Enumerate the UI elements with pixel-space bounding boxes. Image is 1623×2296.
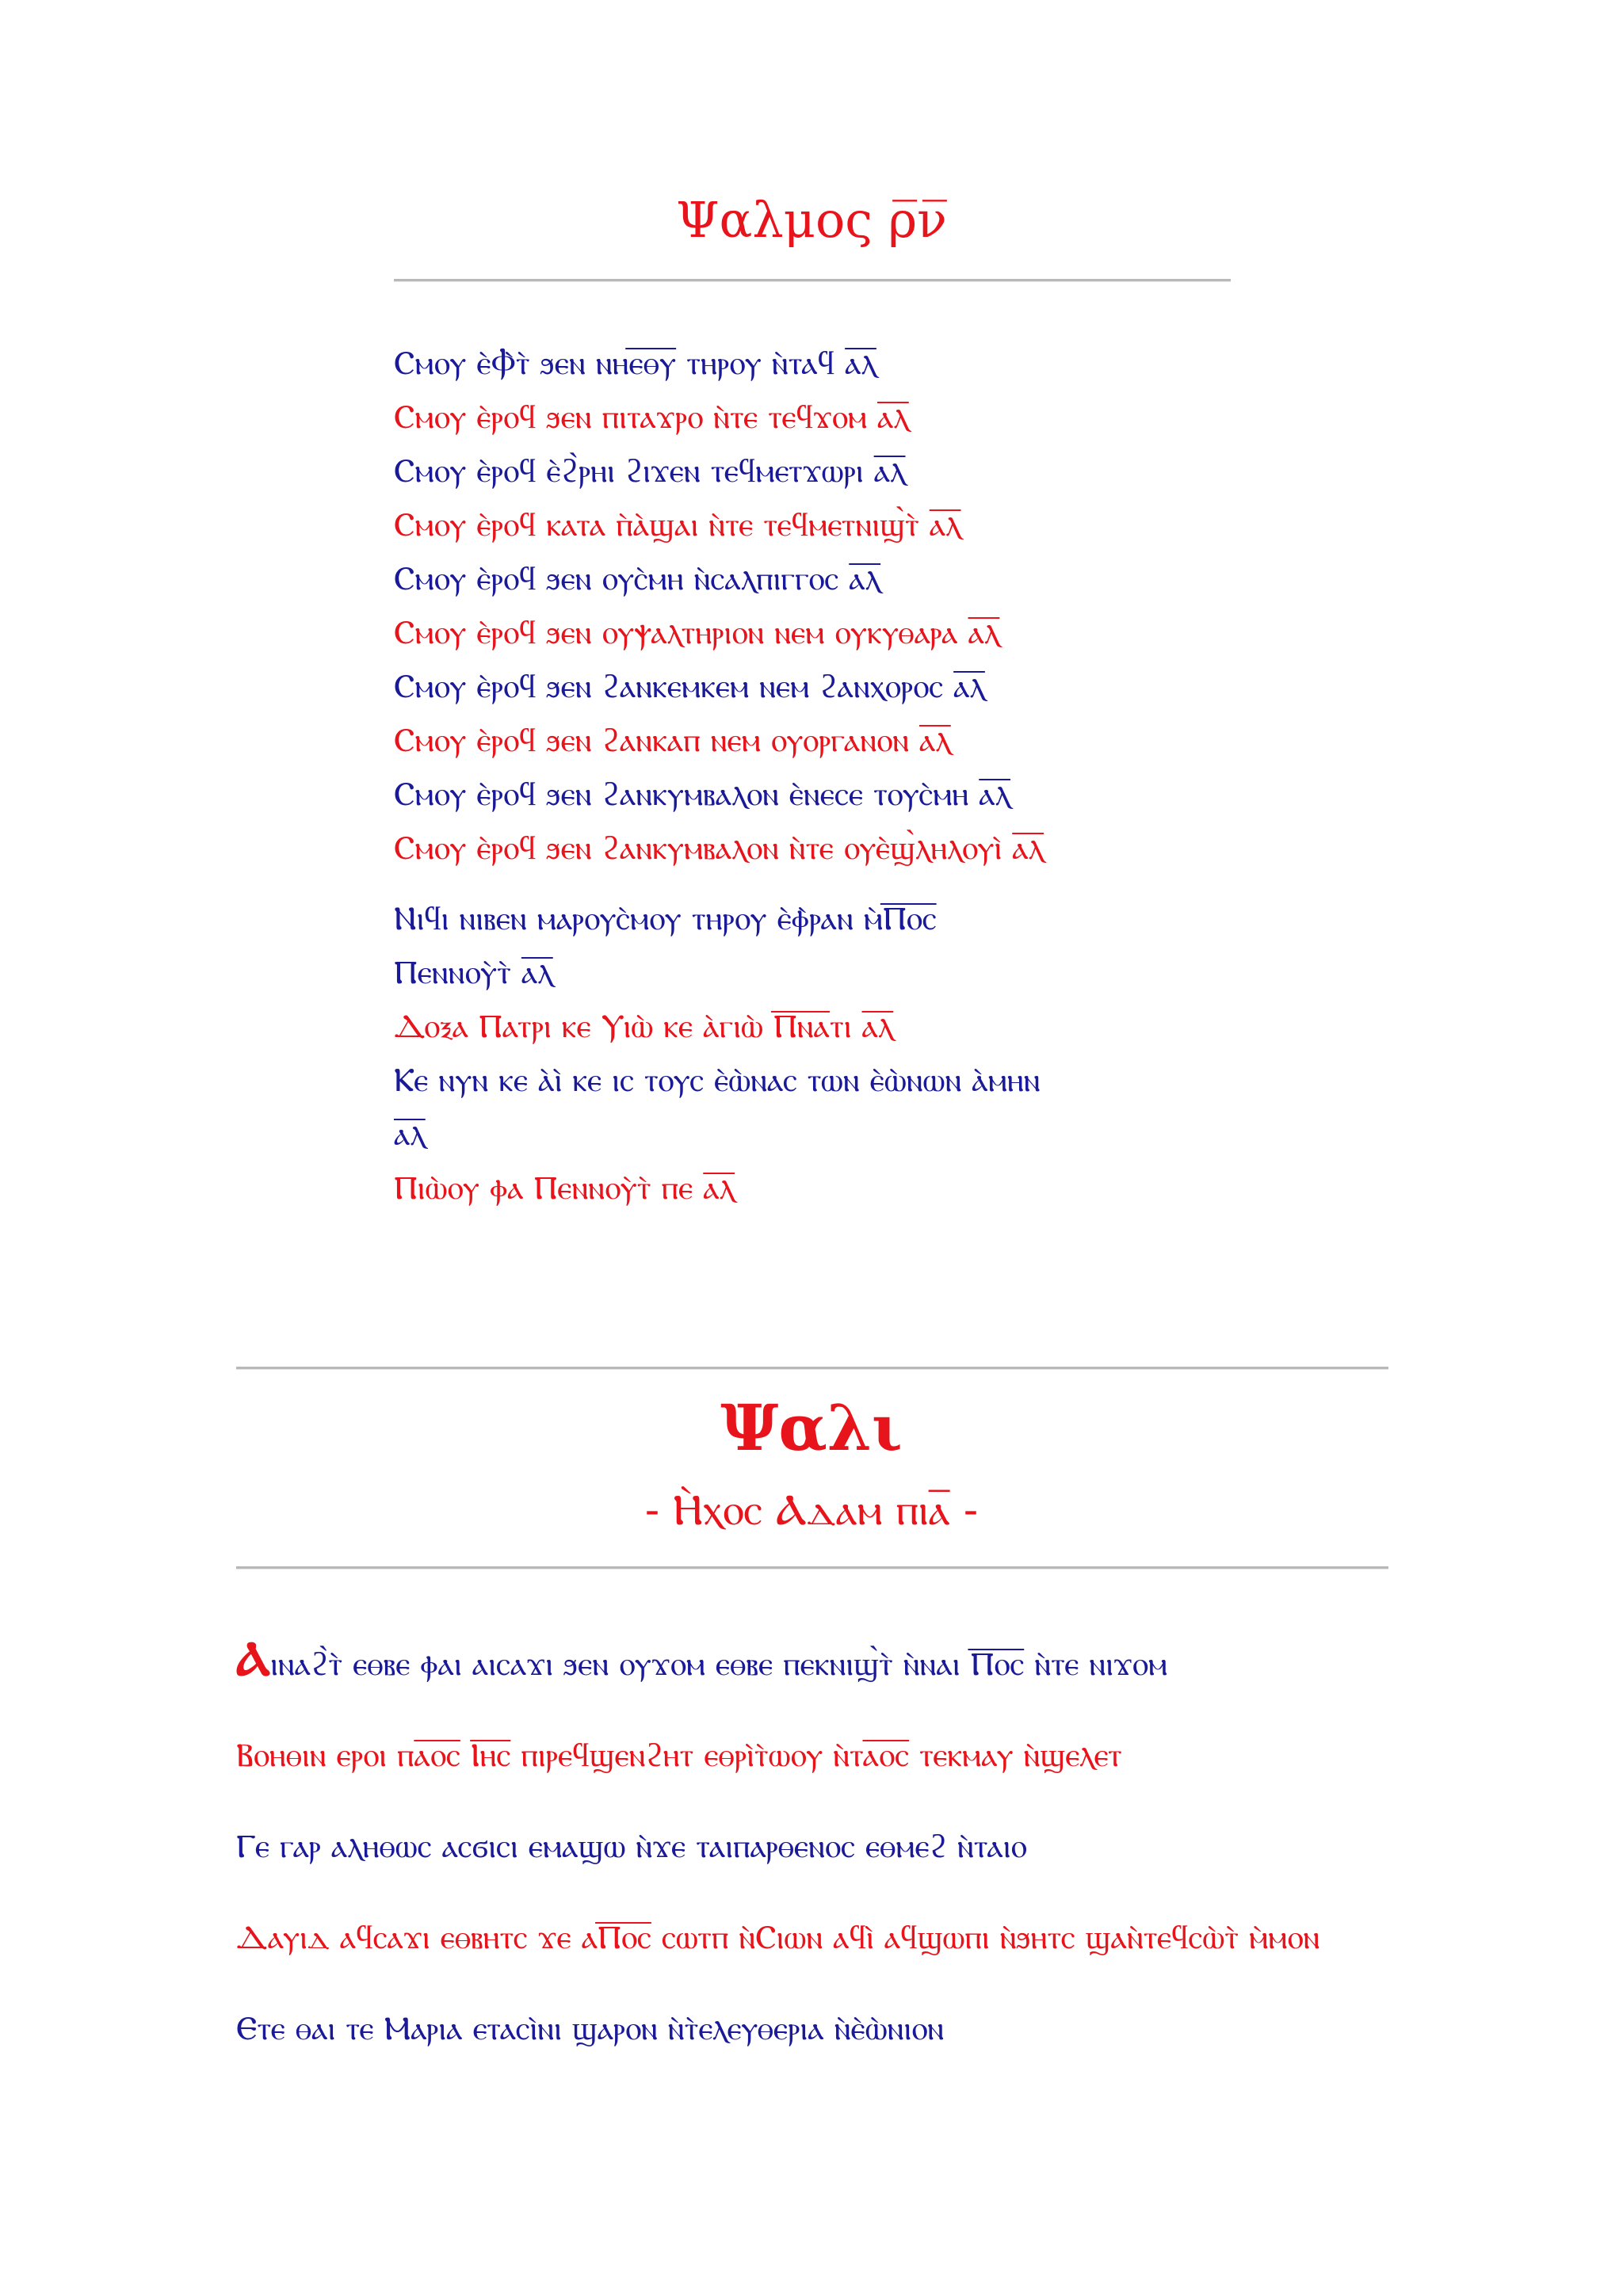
psalm-line: Ⲡⲓⲱ̀ⲟⲩ ⲫⲁ Ⲡⲉⲛⲛⲟⲩ̀ⲧ̀ ⲡⲉ ⲁ̅ⲗ̅ (394, 1169, 735, 1207)
psalm-line: Ⲥⲙⲟⲩ ⲉ̀ⲣⲟϥ ⲕⲁⲧⲁ ⲡ̀ⲁ̀ϣⲁⲓ ⲛ̀ⲧⲉ ⲧⲉϥⲙⲉⲧⲛⲓϣ̀ⲧ̀ ⲁ̅ⲗ̅ (394, 505, 961, 543)
verse-text: Ⲅⲉ ⲅⲁⲣ ⲁⲗⲏⲑⲱⲥ ⲁⲥϭⲓⲥⲓ ⲉⲙⲁϣⲱ ⲛ̀ϫⲉ ⲧⲁⲓⲡⲁⲣⲑⲉⲛⲟⲥ ⲉⲑⲙⲉϩ ⲛ̀ⲧⲁⲓⲟ (236, 1827, 1027, 1865)
psalm-line: Ⲥⲙⲟⲩ ⲉ̀ⲣⲟϥ ϧⲉⲛ ϩⲁⲛⲕⲉⲙⲕⲉⲙ ⲛⲉⲙ ϩⲁⲛⲭⲟⲣⲟⲥ ⲁ̅ⲗ̅ (394, 667, 985, 705)
psalm-line: Ⲥⲙⲟⲩ ⲉ̀ⲣⲟϥ ϧⲉⲛ ϩⲁⲛⲕⲩⲙⲃⲁⲗⲟⲛ ⲉ̀ⲛⲉⲥⲉ ⲧⲟⲩⲥ̀ⲙⲏ ⲁ̅ⲗ̅ (394, 775, 1011, 813)
psalm-line: Ⲥⲙⲟⲩ ⲉ̀ⲣⲟϥ ϧⲉⲛ ⲟⲩⲥ̀ⲙⲏ ⲛ̀ⲥⲁⲗⲡⲓⲅⲅⲟⲥ ⲁ̅ⲗ̅ (394, 559, 881, 597)
psalm-line: Ⲇⲟⲝⲁ Ⲡⲁⲧⲣⲓ ⲕⲉ Ⲩⲓⲱ̀ ⲕⲉ ⲁ̀ⲅⲓⲱ̀ Ⲡ̅ⲛ̅ⲁ̅ⲧⲓ ⲁ̅ⲗ̅ (394, 1007, 894, 1045)
psalm-line: Ⲥⲙⲟⲩ ⲉ̀ⲣⲟϥ ϧⲉⲛ ϩⲁⲛⲕⲁⲡ ⲛⲉⲙ ⲟⲩⲟⲣⲅⲁⲛⲟⲛ ⲁ̅ⲗ̅ (394, 721, 951, 759)
psalm-line: Ⲥⲙⲟⲩ ⲉ̀ⲣⲟϥ ϧⲉⲛ ⲟⲩⲯⲁⲗⲧⲏⲣⲓⲟⲛ ⲛⲉⲙ ⲟⲩⲕⲩⲑⲁⲣⲁ ⲁ̅ⲗ̅ (394, 613, 1000, 651)
psalm-title: Ψαλμος ρ̅ν̅ (676, 191, 947, 249)
psali-verse (236, 1910, 1393, 1964)
psali-verse (236, 1819, 1393, 1873)
psali-title: Ψαλι (720, 1390, 903, 1465)
psalm-line: Ⲥⲙⲟⲩ ⲉ̀Ⲫ̀ⲧ̀ ϧⲉⲛ ⲛⲏⲉ̅ⲑ̅ⲩ̅ ⲧⲏⲣⲟⲩ ⲛ̀ⲧⲁϥ ⲁ̅ⲗ̅ (394, 344, 876, 382)
psali-verse (236, 1728, 1393, 1782)
psalm-line: Ⲛⲓϥⲓ ⲛⲓⲃⲉⲛ ⲙⲁⲣⲟⲩⲥ̀ⲙⲟⲩ ⲧⲏⲣⲟⲩ ⲉ̀ⲫ̀ⲣⲁⲛ ⲙ̀Ⲡ̅ⲟ̅ⲥ̅ (394, 899, 937, 937)
psalm-text-block (394, 336, 1266, 1215)
psalm-line: Ⲥⲙⲟⲩ ⲉ̀ⲣⲟϥ ⲉ̀ϩ̀ⲣⲏⲓ ϩⲓϫⲉⲛ ⲧⲉϥⲙⲉⲧϫⲱⲣⲓ ⲁ̅ⲗ̅ (394, 452, 906, 490)
verse-text: ⲓⲛⲁϩ̀ⲧ̀ ⲉⲑⲃⲉ ⲫⲁⲓ ⲁⲓⲥⲁϫⲓ ϧⲉⲛ ⲟⲩϫⲟⲙ ⲉⲑⲃⲉ ⲡⲉⲕⲛⲓϣ̀ⲧ̀ ⲛ̀ⲛⲁⲓ Ⲡ̅ⲟ̅ⲥ̅ ⲛ̀ⲧⲉ ⲛⲓϫⲟⲙ (270, 1645, 1168, 1683)
psalm-line: Ⲥⲙⲟⲩ ⲉ̀ⲣⲟϥ ϧⲉⲛ ⲡⲓⲧⲁϫⲣⲟ ⲛ̀ⲧⲉ ⲧⲉϥϫⲟⲙ ⲁ̅ⲗ̅ (394, 398, 909, 436)
psali-tone-subtitle: - Ⲏ̀ⲭⲟⲥ Ⲁⲇⲁⲙ ⲡⲓⲁ̅ - (644, 1485, 979, 1535)
verse-text: Ⲇⲁⲩⲓⲇ ⲁϥⲥⲁϫⲓ ⲉⲑⲃⲏⲧⲥ ϫⲉ ⲁⲠ̅ⲟ̅ⲥ̅ ⲥⲱⲧⲡ ⲛ̀Ⲥⲓⲱⲛ ⲁϥⲓ̀ ⲁϥϣⲱⲡⲓ ⲛ̀ϧⲏⲧⲥ ϣⲁⲛ̀ⲧⲉϥⲥⲱ̀ⲧ̀ ⲙ̀ⲙⲟⲛ (236, 1918, 1320, 1956)
psali-verse (236, 1632, 1393, 1691)
psalm-line: ⲁ̅ⲗ̅ (394, 1115, 426, 1153)
psalm-line: Ⲡⲉⲛⲛⲟⲩ̀ⲧ̀ ⲁ̅ⲗ̅ (394, 953, 553, 991)
section-divider-bottom (236, 1566, 1388, 1569)
verse-text: Ⲉⲧⲉ ⲑⲁⲓ ⲧⲉ Ⲙⲁⲣⲓⲁ ⲉⲧⲁⲥⲓ̀ⲛⲓ ϣⲁⲣⲟⲛ ⲛ̀ⲧ̀ⲉⲗⲉⲩⲑⲉⲣⲓⲁ ⲛ̀ⲉ̀ⲱ̀ⲛⲓⲟⲛ (236, 2009, 945, 2047)
psalm-line: Ⲥⲙⲟⲩ ⲉ̀ⲣⲟϥ ϧⲉⲛ ϩⲁⲛⲕⲩⲙⲃⲁⲗⲟⲛ ⲛ̀ⲧⲉ ⲟⲩⲉ̀ϣ̀ⲗⲏⲗⲟⲩⲓ̀ ⲁ̅ⲗ̅ (394, 829, 1044, 867)
stanza-gap (394, 875, 1266, 891)
section-divider-top (236, 1367, 1388, 1370)
psalm-line: Ⲕⲉ ⲛⲩⲛ ⲕⲉ ⲁ̀ⲓ̀ ⲕⲉ ⲓⲥ ⲧⲟⲩⲥ ⲉ̀ⲱ̀ⲛⲁⲥ ⲧⲱⲛ ⲉ̀ⲱ̀ⲛⲱⲛ ⲁ̀ⲙⲏⲛ (394, 1061, 1041, 1099)
title-divider (394, 279, 1231, 282)
psali-verses-block (236, 1632, 1393, 2092)
psali-verse (236, 2001, 1393, 2055)
verse-initial-letter: Ⲁ (236, 1631, 271, 1687)
verse-text: Ⲃⲟⲏⲑⲓⲛ ⲉⲣⲟⲓ ⲡⲁ̅ⲟ̅ⲥ̅ Ⲓ̅ⲏ̅ⲥ̅ ⲡⲓⲣⲉϥϣⲉⲛϩⲏⲧ ⲉⲑⲣⲓ̀ⲧ̀ⲱⲟⲩ ⲛ̀ⲧⲁ̅ⲟ̅ⲥ̅ ⲧⲉⲕⲙⲁⲩ ⲛ̀ϣⲉⲗⲉⲧ (236, 1736, 1122, 1774)
